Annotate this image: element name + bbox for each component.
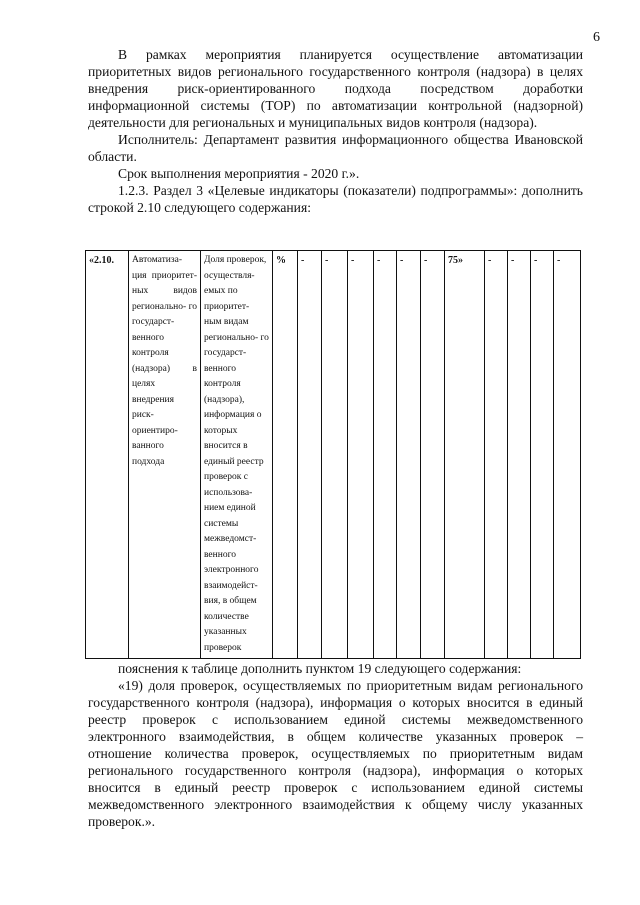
- value-cell: -: [348, 251, 374, 659]
- value-cell: -: [531, 251, 554, 659]
- value-cell: -: [374, 251, 397, 659]
- row-unit: %: [273, 251, 298, 659]
- value-cell: -: [298, 251, 322, 659]
- indicator-table: [85, 250, 581, 659]
- paragraph: 1.2.3. Раздел 3 «Целевые индикаторы (показатели) подпрограммы»: дополнить строкой 2.10 следующего содержания:: [88, 183, 583, 215]
- row-number: «2.10.: [86, 251, 129, 659]
- value-cell: -: [485, 251, 508, 659]
- paragraph: В рамках мероприятия планируется осуществление автоматизации приоритетных видов регионального государственного контроля (надзора) в целях внедрения риск-ориентированного подхода посредством доработки информационной системы (ТОР) по автоматизации контрольной (надзорной) деятельности для региональных и муниципальных видов контроля (надзора).: [88, 47, 583, 130]
- value-cell: -: [397, 251, 421, 659]
- value-cell: -: [554, 251, 581, 659]
- page-number: 6: [593, 30, 600, 45]
- value-cell: -: [508, 251, 531, 659]
- paragraph: Срок выполнения мероприятия - 2020 г.».: [118, 166, 360, 181]
- value-cell: 75»: [445, 251, 485, 659]
- row-name: Автоматиза- ция приоритет- ных видов регионально- го государст- венного контроля (надзора) в целях внедрения риск- ориентиро- ванного подхода: [129, 251, 201, 659]
- paragraph: Исполнитель: Департамент развития информационного общества Ивановской области.: [88, 132, 583, 164]
- value-cell: -: [421, 251, 445, 659]
- bottom-text: [88, 660, 583, 830]
- paragraph: «19) доля проверок, осуществляемых по приоритетным видам регионального государственного контроля (надзора), информация о которых вносится в единый реестр проверок с использованием единой системы межведомственного электронного взаимодействия, в общем количестве указанных проверок – отношение количества проверок, осуществляемых по приоритетным видам регионального государственного контроля (надзора), информация о которых вносится в единый реестр проверок с использованием единой системы межведомственного электронного взаимодействия к общему числу указанных проверок.».: [88, 678, 583, 829]
- top-text: [88, 46, 583, 216]
- paragraph: пояснения к таблице дополнить пунктом 19 следующего содержания:: [118, 661, 522, 676]
- table-row: [86, 251, 581, 659]
- row-indicator: Доля проверок, осуществля- емых по приоритет- ным видам регионально- го государст- венного контроля (надзора), информация о которых вносится в единый реестр проверок с использова- нием единой системы межведомст- венного электронного взаимодейст- вия, в общем количестве указанных проверок: [201, 251, 273, 659]
- value-cell: -: [322, 251, 348, 659]
